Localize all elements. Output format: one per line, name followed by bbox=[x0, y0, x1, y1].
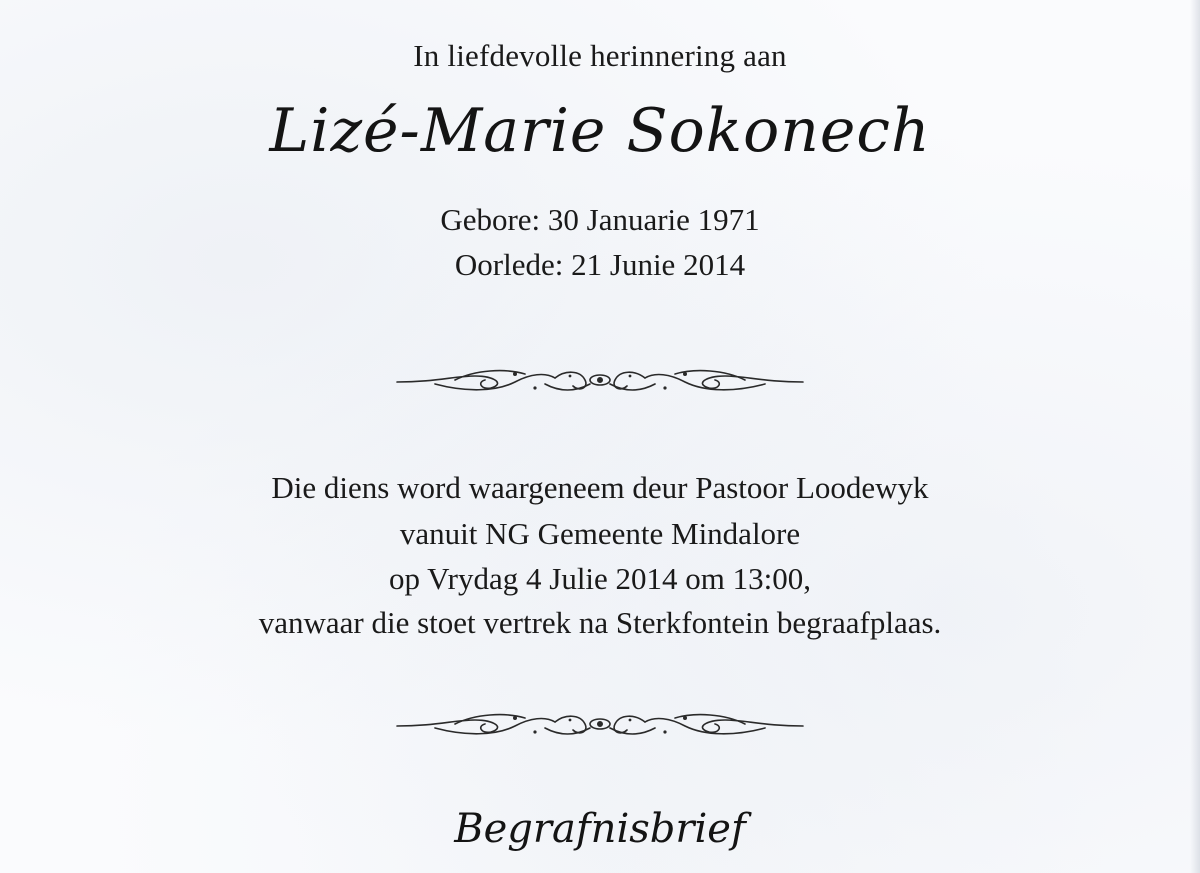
document-title: Begrafnisbrief bbox=[454, 806, 746, 852]
service-line: vanwaar die stoet vertrek na Sterkfontein begraafplaas. bbox=[258, 605, 942, 640]
service-line: vanuit NG Gemeente Mindalore bbox=[399, 516, 801, 551]
flourish-divider-icon bbox=[395, 706, 805, 742]
deceased-name: Lizé-Marie Sokonech bbox=[269, 96, 931, 166]
birth-date: Gebore: 30 Januarie 1971 bbox=[440, 202, 760, 237]
service-line: Die diens word waargeneem deur Pastoor Loodewyk bbox=[271, 470, 929, 505]
intro-text: In liefdevolle herinnering aan bbox=[413, 38, 787, 73]
death-date: Oorlede: 21 Junie 2014 bbox=[454, 247, 746, 282]
service-line: op Vrydag 4 Julie 2014 om 13:00, bbox=[388, 561, 812, 596]
flourish-divider-icon bbox=[395, 362, 805, 398]
